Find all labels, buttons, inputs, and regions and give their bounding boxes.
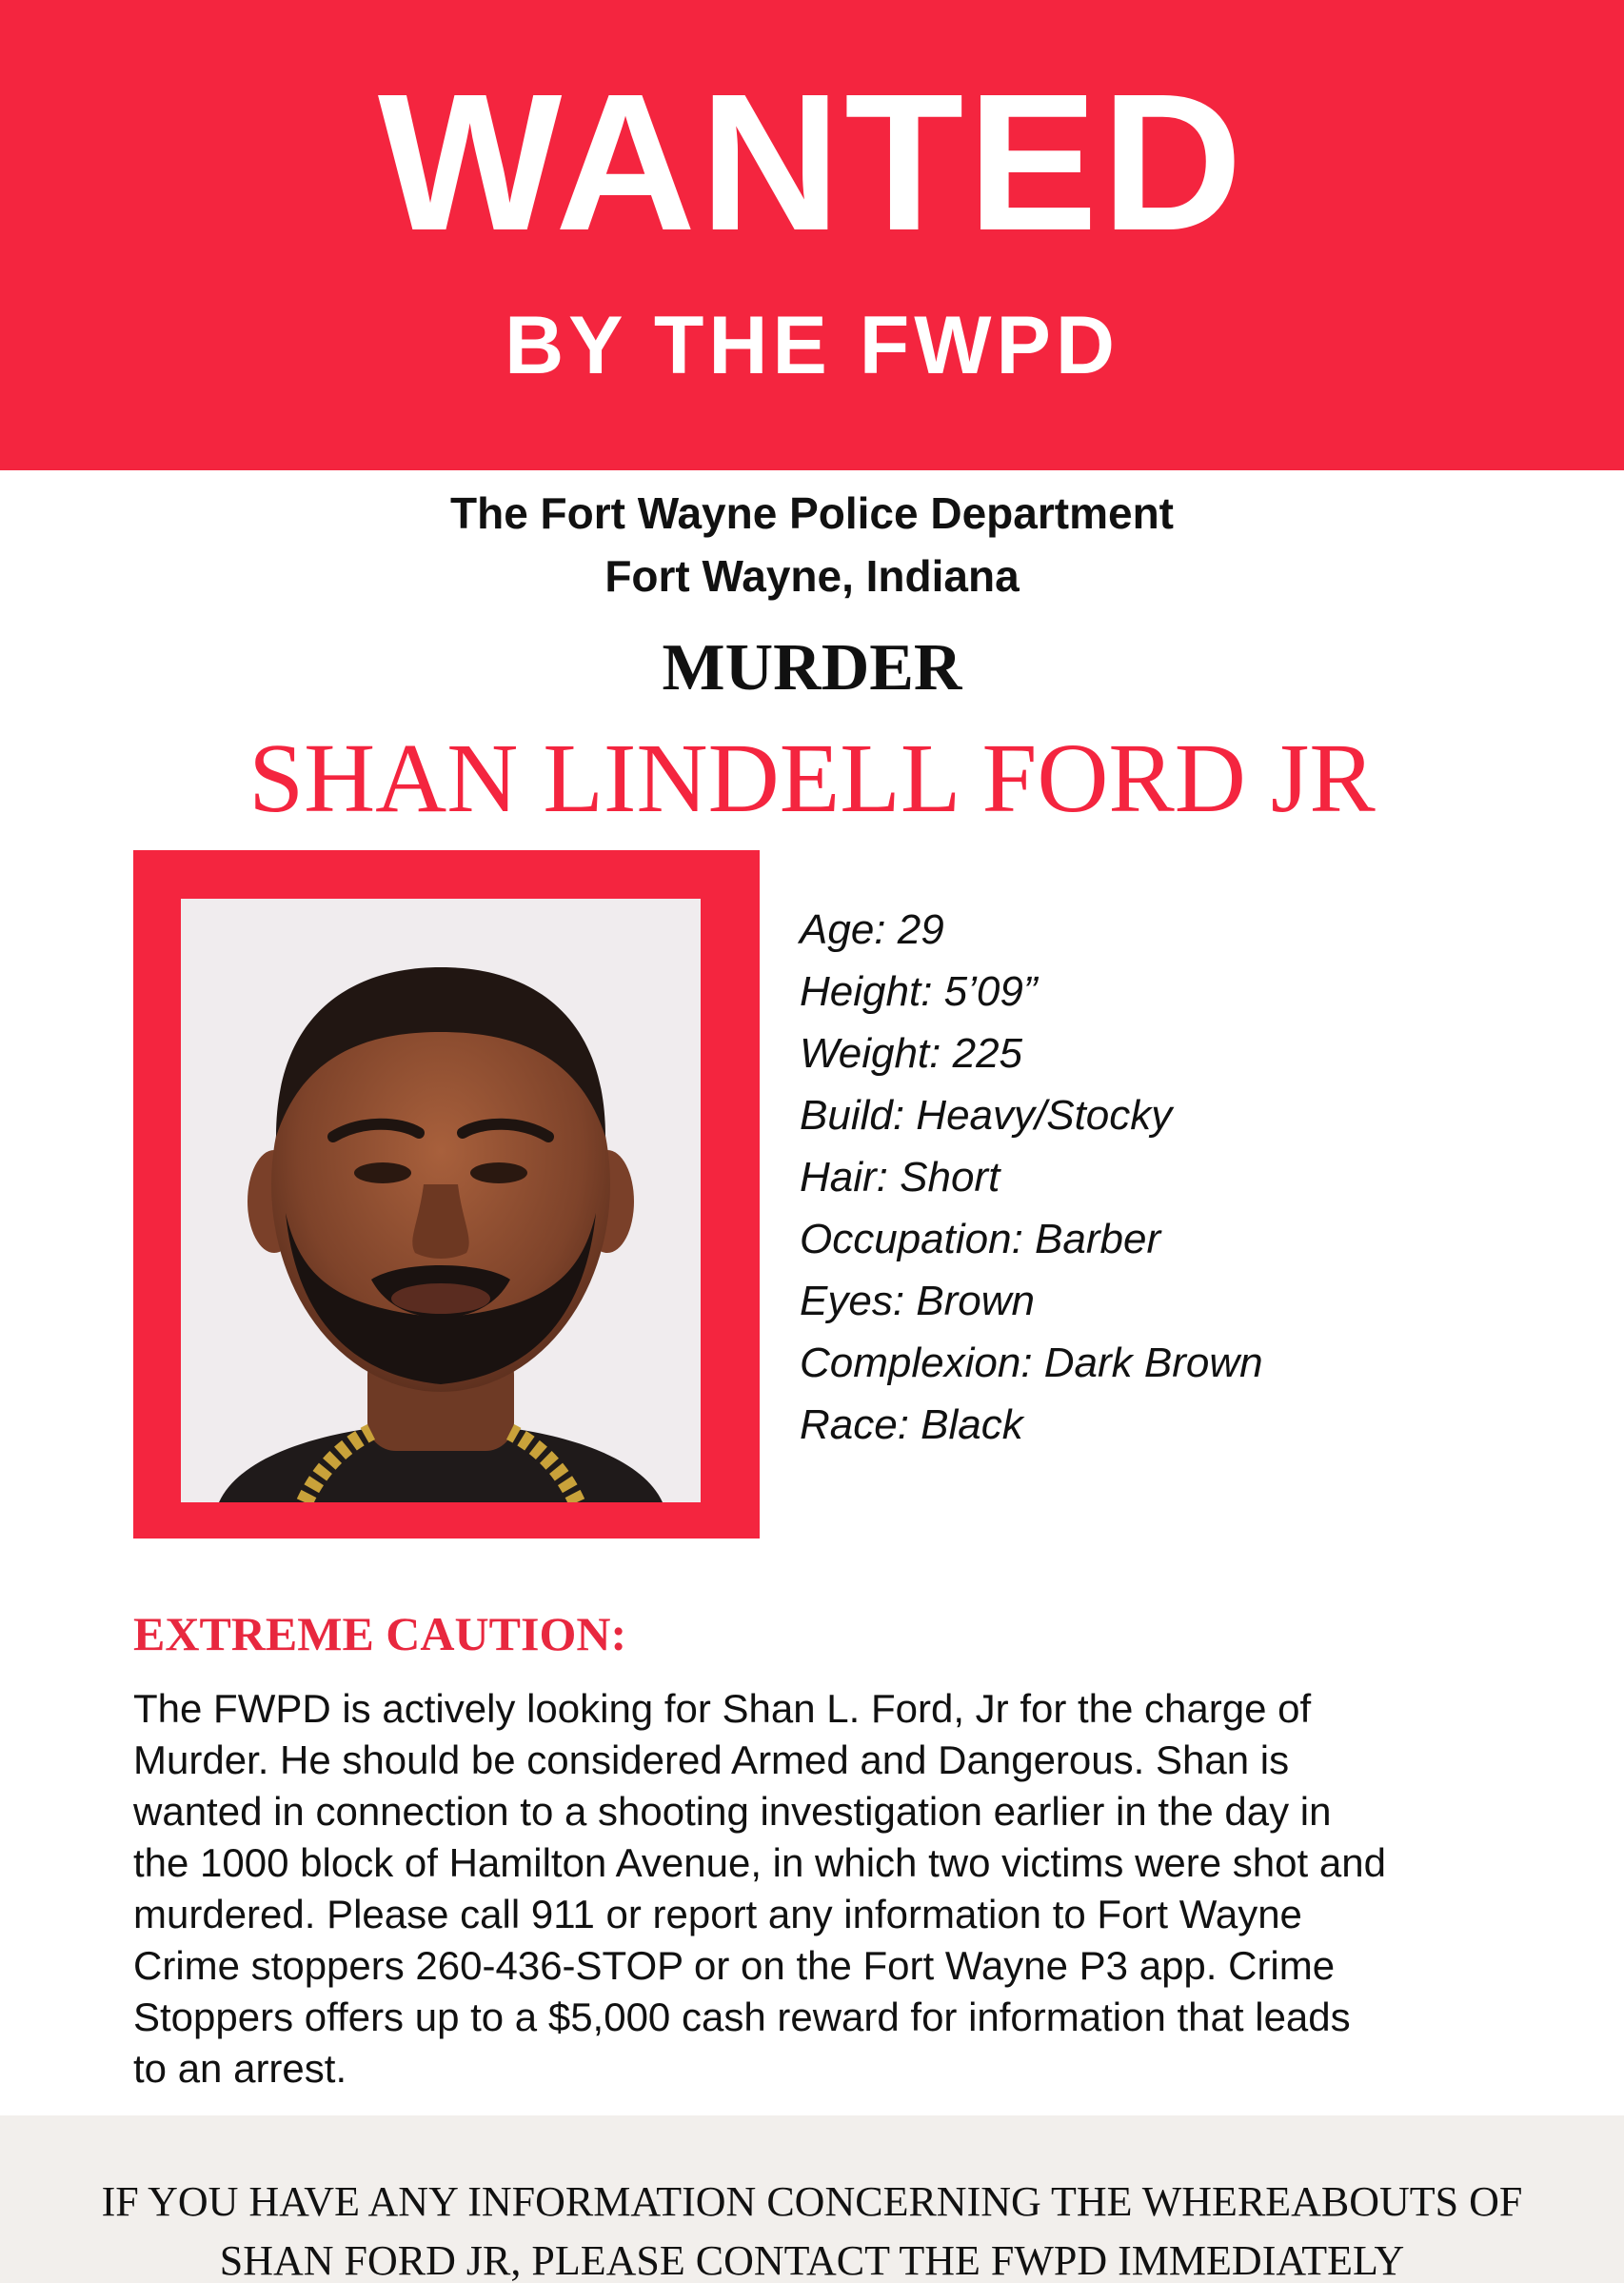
- suspect-name: SHAN LINDELL FORD JR: [248, 724, 1376, 833]
- suspect-portrait-image: [181, 899, 701, 1502]
- detail-weight: Weight: 225: [800, 1030, 1023, 1077]
- caution-body: [133, 1683, 1561, 2094]
- caution-title: EXTREME CAUTION:: [133, 1607, 627, 1660]
- suspect-photo: [181, 899, 701, 1502]
- detail-eyes: Eyes: Brown: [800, 1278, 1035, 1324]
- wanted-banner: [0, 0, 1624, 470]
- detail-height: Height: 5’09”: [800, 968, 1038, 1015]
- detail-hair: Hair: Short: [800, 1154, 1000, 1201]
- caution-line: to an arrest.: [133, 2046, 347, 2091]
- banner-subtitle: BY THE FWPD: [505, 300, 1119, 391]
- caution-line: Stoppers offers up to a $5,000 cash reward for information that leads: [133, 1995, 1351, 2039]
- agency-name: The Fort Wayne Police Department: [450, 488, 1174, 538]
- caution-line: the 1000 block of Hamilton Avenue, in which two victims were shot and: [133, 1840, 1386, 1885]
- detail-age: Age: 29: [800, 906, 944, 953]
- footer-line-1: IF YOU HAVE ANY INFORMATION CONCERNING THE WHEREABOUTS OF: [101, 2178, 1523, 2225]
- detail-race: Race: Black: [800, 1401, 1023, 1448]
- caution-line: wanted in connection to a shooting investigation earlier in the day in: [133, 1789, 1332, 1834]
- contact-footer: [0, 2115, 1624, 2283]
- caution-line: The FWPD is actively looking for Shan L. Ford, Jr for the charge of: [133, 1686, 1312, 1731]
- charge-heading: MURDER: [662, 631, 962, 705]
- agency-location: Fort Wayne, Indiana: [604, 551, 1020, 601]
- suspect-details-list: [800, 899, 1263, 1456]
- agency-block: [0, 482, 1624, 607]
- caution-line: murdered. Please call 911 or report any information to Fort Wayne: [133, 1892, 1302, 1936]
- footer-text: [0, 2173, 1624, 2283]
- footer-line-2: SHAN FORD JR, PLEASE CONTACT THE FWPD IMMEDIATELY: [219, 2237, 1405, 2283]
- detail-occupation: Occupation: Barber: [800, 1216, 1161, 1262]
- caution-line: Crime stoppers 260-436-STOP or on the Fort Wayne P3 app. Crime: [133, 1943, 1336, 1988]
- caution-line: Murder. He should be considered Armed and Dangerous. Shan is: [133, 1737, 1290, 1782]
- banner-title: WANTED: [377, 53, 1247, 271]
- detail-complexion: Complexion: Dark Brown: [800, 1340, 1263, 1386]
- detail-build: Build: Heavy/Stocky: [800, 1092, 1173, 1139]
- photo-frame: [133, 850, 760, 1539]
